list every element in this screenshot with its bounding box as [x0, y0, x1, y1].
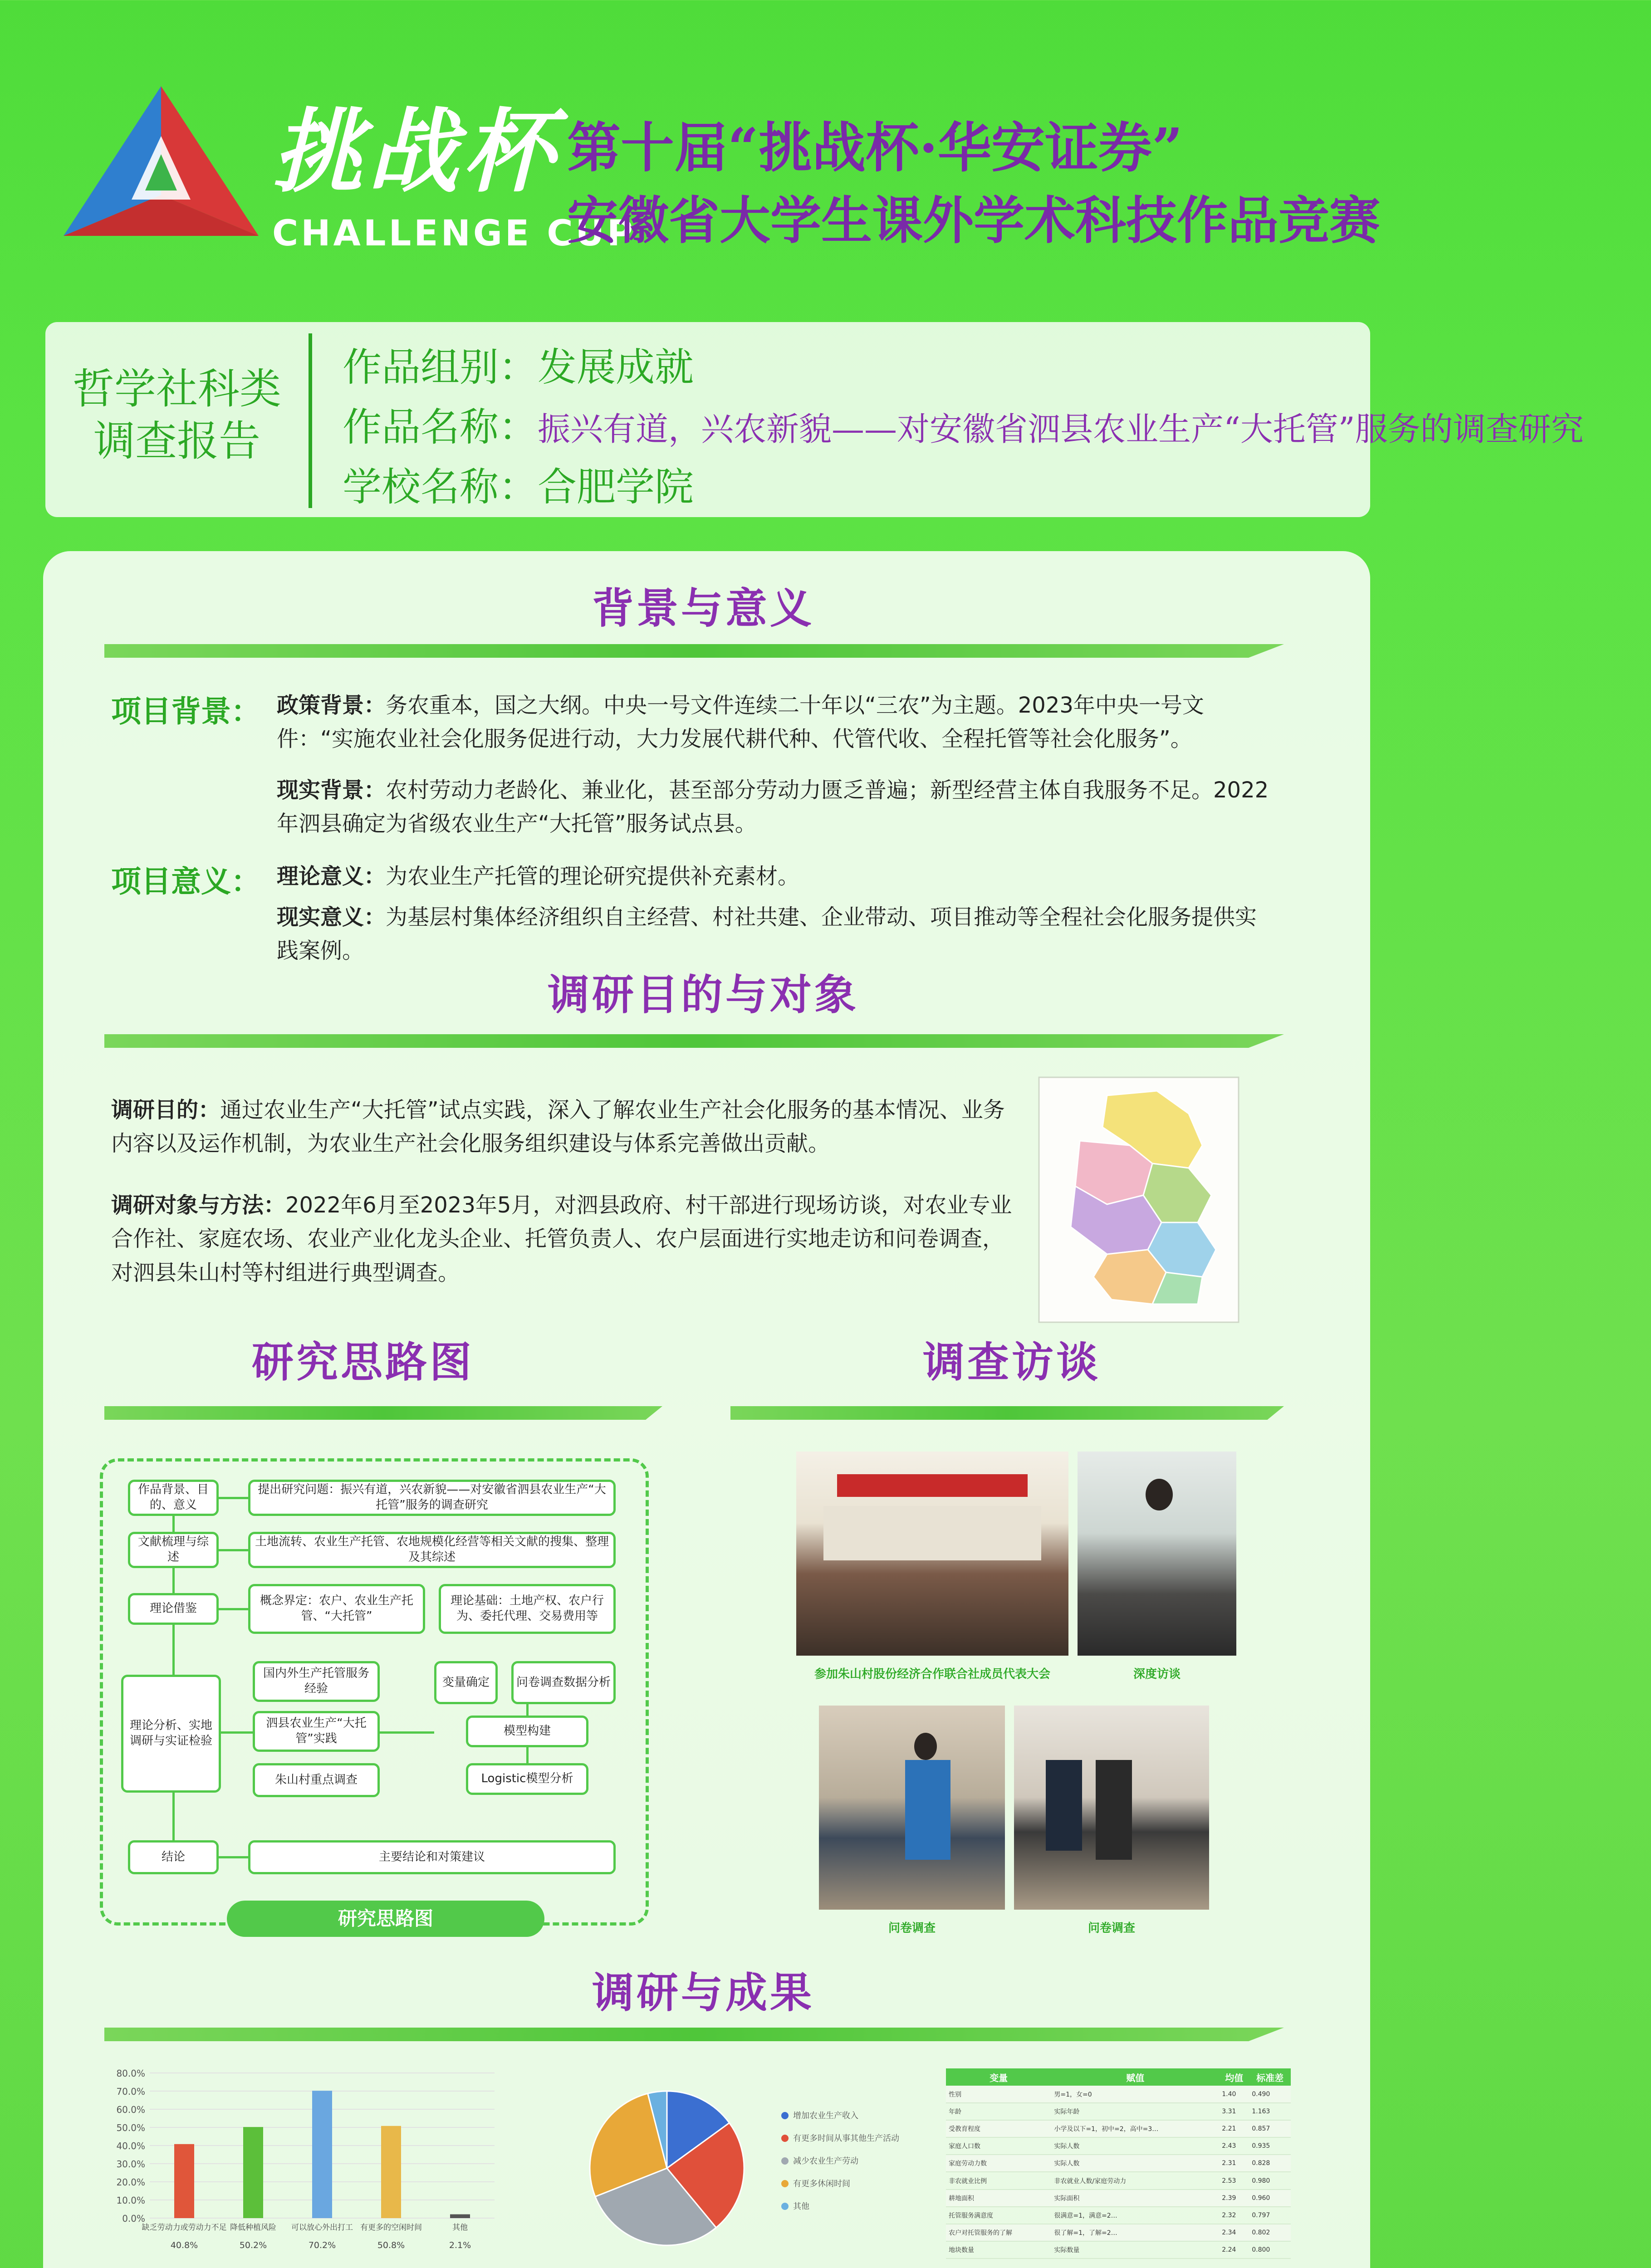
flow-box: 作品背景、目的、意义	[128, 1480, 219, 1516]
method-text: 2022年6月至2023年5月，对泗县政府、村干部进行现场访谈，对农业专业合作社、家庭农场、农业产业化龙头企业、托管负责人、农户层面进行实地走访和问卷调查，对泗县朱山村等村组进行典型调查。	[111, 1193, 1012, 1286]
flow-arrow	[172, 1516, 175, 1532]
table-cell: 很了解=1，了解=2…	[1051, 2224, 1219, 2241]
flow-arrow	[221, 1731, 253, 1734]
y-tick-label: 50.0%	[116, 2122, 145, 2133]
goal-text: 通过农业生产“大托管”试点实践，深入了解农业生产社会化服务的基本情况、业务内容以及运作机制，为农业生产社会化服务组织建设与体系完善做出贡献。	[111, 1097, 1005, 1157]
flow-arrow	[219, 1497, 248, 1499]
table-cell: 2.39	[1219, 2190, 1249, 2207]
data-label: 40.8%	[170, 2240, 198, 2250]
flow-box: 结论	[128, 1840, 219, 1874]
flow-box: 模型构建	[466, 1716, 588, 1747]
section-rule	[104, 1406, 662, 1420]
flow-arrow	[526, 1747, 529, 1763]
section-heading-interview: 调查访谈	[922, 1338, 1101, 1387]
photo-survey-1	[819, 1706, 1005, 1910]
y-tick-label: 20.0%	[116, 2177, 145, 2188]
table-header: 赋值	[1051, 2068, 1219, 2086]
group-row	[343, 336, 694, 392]
convenience-pie-chart	[531, 2064, 930, 2263]
legend-label: 有更多时间从事其他生产活动	[793, 2134, 899, 2143]
title-row	[343, 396, 1584, 452]
flow-box: 变量确定	[434, 1661, 498, 1704]
table-cell: 0.960	[1249, 2190, 1291, 2207]
group-value: 发展成就	[538, 345, 694, 390]
flow-box: 主要结论和对策建议	[248, 1840, 616, 1874]
flow-box: 文献梳理与综述	[128, 1532, 219, 1568]
legend-swatch	[781, 2135, 789, 2142]
theory-text: 为农业生产托管的理论研究提供补充素材。	[386, 864, 800, 889]
flow-box: 理论基础：土地产权、农户行为、委托代理、交易费用等	[439, 1584, 616, 1634]
data-label: 50.2%	[239, 2240, 267, 2250]
table-cell: 非农就业人数/家庭劳动力	[1051, 2172, 1219, 2189]
x-tick-label: 其他	[452, 2223, 468, 2232]
table-header: 变量	[946, 2068, 1051, 2086]
table-cell: 耕地面积	[946, 2190, 1051, 2207]
section-heading-results: 调研与成果	[592, 1969, 814, 2017]
table-row	[946, 2086, 1291, 2103]
y-tick-label: 60.0%	[116, 2104, 145, 2115]
table-cell: 实际人数	[1051, 2137, 1219, 2155]
title-value: 振兴有道，兴农新貌——对安徽省泗县农业生产“大托管”服务的调查研究	[538, 410, 1584, 448]
table-cell: 0.857	[1249, 2120, 1291, 2137]
table-cell: 2.53	[1219, 2172, 1249, 2189]
flow-arrow	[172, 1625, 175, 1675]
table-cell: 0.828	[1249, 2155, 1291, 2172]
flow-arrow	[526, 1704, 529, 1716]
table-cell: 2.21	[1219, 2120, 1249, 2137]
table-cell: 性别	[946, 2086, 1051, 2103]
legend-label: 增加农业生产收入	[793, 2111, 858, 2121]
category-line1: 哲学社科类	[72, 365, 281, 413]
table-cell: 2.43	[1219, 2137, 1249, 2155]
legend-swatch	[781, 2157, 789, 2165]
table-cell: 实际人数	[1051, 2155, 1219, 2172]
data-label: 2.1%	[449, 2240, 471, 2250]
y-tick-label: 30.0%	[116, 2159, 145, 2170]
table-cell: 实际面积	[1051, 2190, 1219, 2207]
bar	[174, 2144, 194, 2218]
flow-arrow	[219, 1549, 248, 1551]
title-label: 作品名称：	[343, 405, 538, 450]
school-value: 合肥学院	[538, 464, 694, 510]
section-rule	[104, 1034, 1284, 1048]
table-row	[946, 2137, 1291, 2155]
table-cell: 2.24	[1219, 2241, 1249, 2258]
table-row	[946, 2190, 1291, 2207]
legend-swatch	[781, 2180, 789, 2187]
table-cell: 很满意=1，满意=2…	[1051, 2207, 1219, 2224]
table-cell: 0.802	[1249, 2224, 1291, 2241]
table-row	[946, 2155, 1291, 2172]
y-tick-label: 70.0%	[116, 2086, 145, 2097]
table-cell: 农户对托管服务的了解	[946, 2224, 1051, 2241]
table-cell: 0.490	[1249, 2086, 1291, 2103]
project-background-label: 项目背景：	[111, 694, 261, 729]
table-cell: 0.935	[1249, 2137, 1291, 2155]
school-row	[343, 455, 694, 512]
table-cell: 男=1，女=0	[1051, 2086, 1219, 2103]
legend-label: 有更多休闲时间	[793, 2179, 850, 2189]
table-cell: 受教育程度	[946, 2120, 1051, 2137]
bar	[312, 2091, 332, 2218]
table-cell: 非农就业比例	[946, 2172, 1051, 2189]
table-cell: 2.31	[1219, 2155, 1249, 2172]
factor-value-table	[946, 2068, 1291, 2259]
table-row	[946, 2172, 1291, 2189]
table-cell: 小学及以下=1，初中=2，高中=3…	[1051, 2120, 1219, 2137]
table-cell: 2.32	[1219, 2207, 1249, 2224]
category-label	[54, 363, 299, 467]
research-method	[111, 1188, 1019, 1290]
cup-name-en: CHALLENGE CUP	[272, 213, 636, 254]
table-cell: 实际数量	[1051, 2241, 1219, 2258]
info-divider	[309, 333, 312, 508]
flow-box: 提出研究问题：振兴有道，兴农新貌——对安徽省泗县农业生产“大托管”服务的调查研究	[248, 1480, 616, 1516]
photo-caption: 参加朱山村股份经济合作联合社成员代表大会	[814, 1667, 1050, 1681]
y-tick-label: 80.0%	[116, 2068, 145, 2079]
table-cell: 年龄	[946, 2103, 1051, 2120]
flow-arrow	[172, 1793, 175, 1840]
theory-title: 理论意义：	[277, 864, 386, 889]
y-tick-label: 0.0%	[122, 2213, 145, 2224]
table-cell: 托管服务满意度	[946, 2207, 1051, 2224]
flow-box: 土地流转、农业生产托管、农地规模化经营等相关文献的搜集、整理及其综述	[248, 1532, 616, 1568]
section-heading-purpose: 调研目的与对象	[547, 971, 859, 1019]
photo-caption: 问卷调查	[888, 1921, 936, 1935]
legend-swatch	[781, 2112, 789, 2119]
legend-label: 其他	[793, 2202, 809, 2211]
table-row	[946, 2241, 1291, 2258]
flow-box: 问卷调查数据分析	[511, 1661, 616, 1704]
reality-background	[277, 773, 1275, 841]
table-row	[946, 2224, 1291, 2241]
bar	[450, 2214, 470, 2218]
flow-arrow	[219, 1608, 248, 1610]
x-tick-label: 可以放心外出打工	[291, 2223, 353, 2232]
table-cell: 0.797	[1249, 2207, 1291, 2224]
school-label: 学校名称：	[343, 464, 538, 510]
table-cell: 0.800	[1249, 2241, 1291, 2258]
practice-title: 现实意义：	[277, 904, 386, 930]
roadmap-flowchart	[100, 1458, 649, 1926]
table-header: 均值	[1219, 2068, 1249, 2086]
x-tick-label: 缺乏劳动力或劳动力不足	[142, 2223, 227, 2232]
section-heading-background: 背景与意义	[592, 584, 814, 633]
photo-caption: 深度访谈	[1133, 1667, 1181, 1681]
policy-background	[277, 689, 1275, 756]
section-rule	[730, 1406, 1284, 1420]
challenge-cup-logo	[64, 86, 259, 249]
table-cell: 家庭人口数	[946, 2137, 1051, 2155]
flow-box: 朱山村重点调查	[253, 1763, 380, 1797]
bar	[381, 2126, 401, 2218]
competition-title-line1: 第十届“挑战杯·华安证券”	[567, 116, 1183, 179]
table-cell: 1.40	[1219, 2086, 1249, 2103]
table-cell: 地块数量	[946, 2241, 1051, 2258]
flow-box: 理论借鉴	[128, 1593, 219, 1625]
reality-title: 现实背景：	[277, 777, 386, 803]
flow-arrow	[172, 1568, 175, 1593]
flow-box: 国内外生产托管服务经验	[253, 1661, 380, 1702]
table-row	[946, 2120, 1291, 2137]
y-tick-label: 40.0%	[116, 2141, 145, 2151]
photo-meeting	[796, 1452, 1068, 1656]
y-tick-label: 10.0%	[116, 2195, 145, 2206]
table-row	[946, 2207, 1291, 2224]
reality-text: 农村劳动力老龄化、兼业化，甚至部分劳动力匮乏普遍；新型经营主体自我服务不足。2022年泗县确定为省级农业生产“大托管”服务试点县。	[277, 777, 1269, 837]
competition-title-line2: 安徽省大学生课外学术科技作品竞赛	[567, 191, 1380, 250]
data-label: 50.8%	[377, 2240, 405, 2250]
flow-arrow	[380, 1731, 434, 1734]
section-rule	[104, 644, 1284, 658]
data-label: 70.2%	[308, 2240, 336, 2250]
table-row	[946, 2103, 1291, 2120]
goal-title: 调研目的：	[111, 1097, 220, 1123]
table-cell: 0.980	[1249, 2172, 1291, 2189]
photo-caption: 问卷调查	[1088, 1921, 1135, 1935]
photo-interview	[1078, 1452, 1236, 1656]
section-heading-roadmap: 研究思路图	[251, 1338, 474, 1387]
reason-bar-chart	[100, 2064, 508, 2263]
cup-name-zh: 挑战杯	[272, 98, 558, 205]
photo-survey-2	[1014, 1706, 1209, 1910]
roadmap-caption: 研究思路图	[227, 1901, 544, 1937]
category-line2: 调查报告	[93, 417, 260, 465]
table-cell: 3.31	[1219, 2103, 1249, 2120]
practice-text: 为基层村集体经济组织自主经营、村社共建、企业带动、项目推动等全程社会化服务提供实践案例。	[277, 904, 1257, 964]
policy-text: 务农重本，国之大纲。中央一号文件连续二十年以“三农”为主题。2023年中央一号文件：“实施农业社会化服务促进行动，大力发展代耕代种、代管代收、全程托管等社会化服务”。	[277, 693, 1204, 752]
flow-arrow	[219, 1856, 248, 1858]
method-title: 调研对象与方法：	[111, 1193, 286, 1218]
table-cell: 2.34	[1219, 2224, 1249, 2241]
policy-title: 政策背景：	[277, 693, 386, 718]
flow-box: Logistic模型分析	[466, 1763, 588, 1795]
theory-significance	[277, 860, 1275, 893]
legend-swatch	[781, 2203, 789, 2210]
x-tick-label: 有更多的空闲时间	[360, 2223, 422, 2232]
legend-label: 减少农业生产劳动	[793, 2156, 858, 2166]
anhui-map	[1039, 1077, 1239, 1322]
x-tick-label: 降低种植风险	[230, 2223, 276, 2232]
flow-box: 泗县农业生产“大托管”实践	[253, 1711, 380, 1752]
table-cell: 1.163	[1249, 2103, 1291, 2120]
table-cell: 家庭劳动力数	[946, 2155, 1051, 2172]
group-label: 作品组别：	[343, 345, 538, 390]
flow-box: 理论分析、实地调研与实证检验	[121, 1675, 221, 1793]
bar	[243, 2127, 263, 2218]
practice-significance	[277, 900, 1275, 968]
project-significance-label: 项目意义：	[111, 864, 261, 899]
table-header: 标准差	[1249, 2068, 1291, 2086]
section-rule	[104, 2028, 1284, 2041]
research-goal	[111, 1093, 1019, 1161]
table-cell: 实际年龄	[1051, 2103, 1219, 2120]
flow-box: 概念界定：农户、农业生产托管、“大托管”	[248, 1584, 425, 1634]
